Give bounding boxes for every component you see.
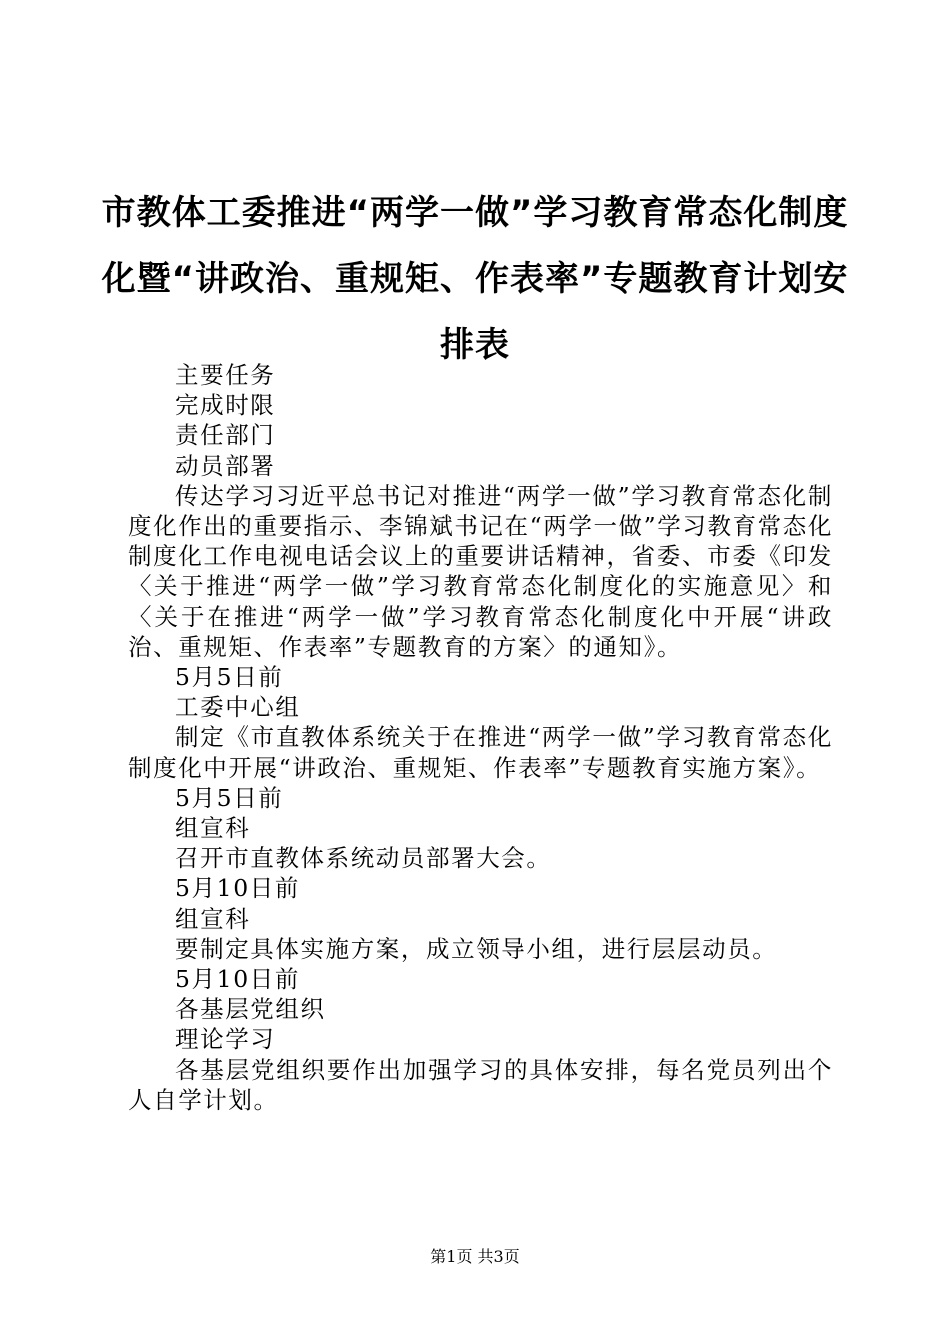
document-title: 市教体工委推进“两学一做”学习教育常态化制度化暨“讲政治、重规矩、作表率”专题教育计划安排表 — [101, 193, 849, 365]
paragraph: 传达学习习近平总书记对推进“两学一做”学习教育常态化制度化作出的重要指示、李锦斌书记在“两学一做”学习教育常态化制度化工作电视电话会议上的重要讲话精神，省委、市委《印发〈关于推进“两学一做”学习教育常态化制度化的实施意见〉和〈关于在推进“两学一做”学习教育常态化制度化中开展“讲政治、重规矩、作表率”专题教育的方案〉的通知》。 — [128, 481, 833, 661]
paragraph: 理论学习 — [175, 1025, 276, 1054]
paragraph: 动员部署 — [175, 451, 276, 480]
paragraph: 完成时限 — [175, 391, 276, 420]
paragraph: 各基层党组织要作出加强学习的具体安排，每名党员列出个人自学计划。 — [128, 1055, 833, 1114]
paragraph: 5月5日前 — [175, 783, 284, 812]
paragraph: 召开市直教体系统动员部署大会。 — [175, 844, 552, 873]
paragraph: 责任部门 — [175, 421, 276, 450]
page-number-footer: 第1页 共3页 — [430, 1247, 520, 1266]
paragraph: 制定《市直教体系统关于在推进“两学一做”学习教育常态化制度化中开展“讲政治、重规矩、作表率”专题教育实施方案》。 — [128, 723, 833, 782]
paragraph: 主要任务 — [175, 361, 276, 389]
paragraph: 要制定具体实施方案，成立领导小组，进行层层动员。 — [175, 934, 778, 963]
paragraph: 5月10日前 — [175, 874, 300, 903]
document-body — [128, 360, 833, 1115]
paragraph: 工委中心组 — [175, 693, 301, 722]
paragraph: 5月5日前 — [175, 663, 284, 692]
paragraph: 组宣科 — [175, 814, 251, 843]
paragraph: 组宣科 — [175, 904, 251, 933]
paragraph: 各基层党组织 — [175, 995, 326, 1024]
paragraph: 5月10日前 — [175, 965, 300, 994]
